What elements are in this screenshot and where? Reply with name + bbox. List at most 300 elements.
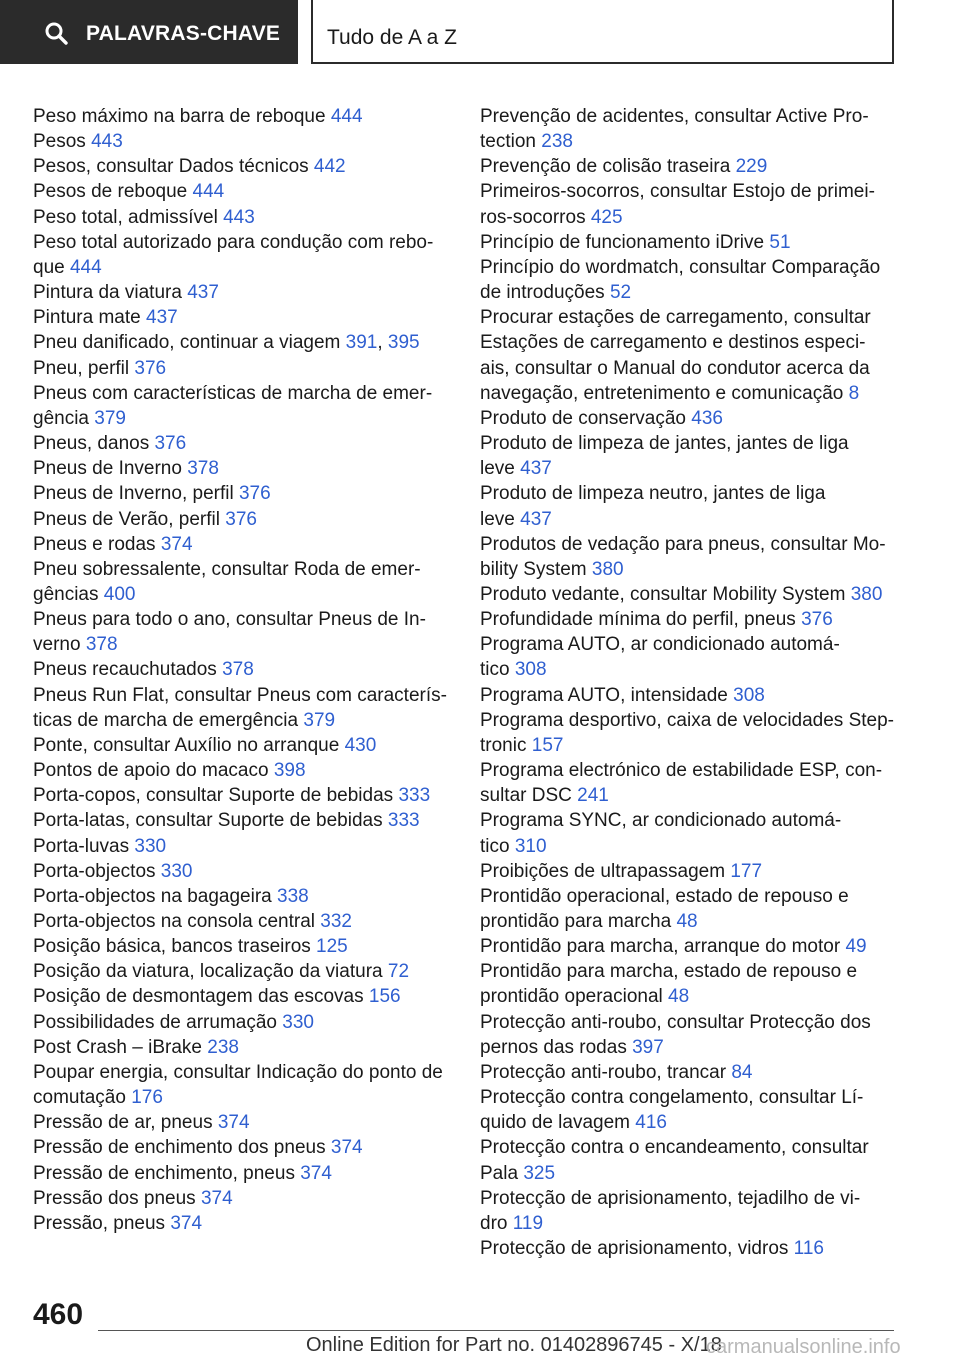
index-entry	[480, 1085, 920, 1135]
page-link[interactable]: 443	[91, 131, 123, 153]
page-link[interactable]: 391	[345, 332, 378, 354]
page-link[interactable]: 308	[733, 684, 765, 706]
page-link[interactable]: 238	[207, 1036, 239, 1058]
entry-term: gências	[33, 583, 99, 605]
index-entry-text	[480, 356, 920, 381]
page-link[interactable]: 398	[273, 760, 306, 782]
entry-term: Produtos de vedação para pneus, consultar Mo-	[480, 533, 886, 555]
page-link[interactable]: 310	[514, 835, 547, 857]
entry-term: sultar DSC	[480, 785, 572, 807]
index-entry	[480, 532, 920, 582]
page-link[interactable]: 374	[300, 1162, 332, 1184]
index-entry-text	[33, 1161, 453, 1186]
page-link[interactable]: 444	[69, 256, 102, 278]
index-entry-text	[33, 582, 453, 607]
page-link[interactable]: 376	[225, 508, 257, 530]
index-entry-text	[33, 381, 453, 406]
index-entry	[480, 255, 920, 305]
page-link[interactable]: 238	[541, 131, 573, 153]
page-link[interactable]: 380	[591, 558, 624, 580]
page-link[interactable]: 430	[344, 734, 377, 756]
page-link[interactable]: 395	[387, 332, 420, 354]
index-entry-text	[33, 1186, 453, 1211]
page-link[interactable]: 437	[520, 458, 552, 480]
entry-term: Posição da viatura, localização da viatura	[33, 961, 383, 983]
page-link[interactable]: 376	[801, 609, 833, 631]
index-entry-text	[480, 808, 920, 833]
index-entry-text	[480, 230, 920, 255]
index-entry-text	[480, 733, 920, 758]
entry-term: Proibições de ultrapassagem	[480, 860, 726, 882]
entry-term: de introduções	[480, 282, 605, 304]
page-link[interactable]: 437	[146, 307, 178, 329]
entry-term: Pneus de Verão, perfil	[33, 508, 220, 530]
page-link[interactable]: 378	[85, 634, 118, 656]
entry-term: Porta-objectos	[33, 860, 156, 882]
index-entry-text	[480, 582, 920, 607]
index-entry	[480, 431, 920, 481]
index-entry	[480, 934, 920, 959]
index-entry	[33, 154, 453, 179]
index-entry-text	[480, 406, 920, 431]
page-link[interactable]: 48	[676, 911, 698, 932]
index-entry	[480, 1060, 920, 1085]
index-entry	[33, 557, 453, 607]
entry-term: ros-socorros	[480, 206, 586, 228]
entry-term: Pesos, consultar Dados técnicos	[33, 156, 309, 178]
index-entry	[33, 1161, 453, 1186]
index-entry-text	[33, 733, 453, 758]
entry-term: Produto vedante, consultar Mobility System	[480, 583, 846, 605]
index-entry	[480, 758, 920, 808]
index-entry-text	[33, 783, 453, 808]
page-link[interactable]: 374	[160, 533, 193, 555]
keywords-tab[interactable]	[0, 0, 298, 64]
index-entry-text	[33, 708, 453, 733]
index-entry	[33, 280, 453, 305]
page-link[interactable]: 376	[238, 483, 271, 505]
entry-term: Protecção contra o encandeamento, consultar	[480, 1137, 869, 1159]
index-entry-text	[480, 1035, 920, 1060]
index-entry	[480, 607, 920, 632]
entry-term: prontidão operacional	[480, 986, 663, 1008]
page-link[interactable]: 378	[222, 659, 254, 681]
page-link[interactable]: 72	[387, 961, 410, 983]
index-entry-text	[33, 1110, 453, 1135]
index-entry-text	[480, 1211, 920, 1236]
index-entry-text	[33, 154, 453, 179]
index-entry-text	[33, 607, 453, 632]
entry-term: Programa electrónico de estabilidade ESP, con-	[480, 760, 883, 782]
entry-term: Princípio de funcionamento iDrive	[480, 231, 765, 253]
index-entry-text	[480, 934, 920, 959]
index-entry-text	[480, 280, 920, 305]
index-entry-text	[480, 305, 920, 330]
page-link[interactable]: 176	[131, 1087, 163, 1109]
page-link[interactable]: 157	[531, 734, 564, 756]
entry-term: Porta-objectos na consola central	[33, 911, 315, 932]
index-entry-text	[33, 632, 453, 657]
index-entry-text	[33, 129, 453, 154]
index-entry	[480, 884, 920, 934]
entry-term: Pressão, pneus	[33, 1212, 166, 1234]
index-entry-text	[33, 884, 453, 909]
entry-term: Pressão de ar, pneus	[33, 1112, 213, 1134]
index-entry	[33, 104, 453, 129]
index-entry-text	[480, 255, 920, 280]
index-entry	[33, 179, 453, 204]
page-link[interactable]: 378	[187, 458, 219, 480]
index-entry	[33, 984, 453, 1009]
page-link[interactable]: 374	[217, 1112, 250, 1134]
index-entry-text	[33, 683, 453, 708]
entry-term: Pneu danificado, continuar a viagem	[33, 332, 341, 354]
index-entry	[33, 305, 453, 330]
index-entry	[33, 834, 453, 859]
page-link[interactable]: 49	[845, 936, 867, 958]
edition-text: Online Edition for Part no. 01402896745 - X/18	[306, 1334, 722, 1356]
entry-term: Princípio do wordmatch, consultar Comparação	[480, 256, 881, 278]
index-entry-text	[33, 557, 453, 582]
keywords-label: PALAVRAS-CHAVE	[86, 22, 281, 45]
entry-term: verno	[33, 634, 81, 656]
entry-term: Pressão de enchimento, pneus	[33, 1162, 295, 1184]
search-icon	[44, 21, 68, 45]
index-entry	[33, 607, 453, 657]
index-entry-text	[480, 783, 920, 808]
page-link[interactable]: 379	[94, 407, 126, 429]
entry-term: dro	[480, 1212, 508, 1234]
entry-term: Produto de conservação	[480, 407, 686, 429]
page-link[interactable]: 116	[793, 1238, 824, 1260]
index-entry	[33, 481, 453, 506]
entry-term: Porta-latas, consultar Suporte de bebidas	[33, 810, 383, 832]
index-entry-text	[33, 481, 453, 506]
index-column-left	[33, 104, 453, 1236]
entry-term: Programa desportivo, caixa de velocidades Step-	[480, 709, 895, 731]
page-link[interactable]: 442	[313, 156, 346, 178]
index-entry-text	[480, 708, 920, 733]
index-entry	[480, 632, 920, 682]
page-link[interactable]: 416	[635, 1112, 667, 1134]
index-entry	[480, 305, 920, 406]
index-entry	[33, 356, 453, 381]
entry-term: Pintura mate	[33, 307, 141, 329]
index-entry-text	[480, 683, 920, 708]
entry-term: pernos das rodas	[480, 1036, 627, 1058]
entry-term: Protecção contra congelamento, consultar Lí-	[480, 1087, 864, 1109]
index-entry	[33, 532, 453, 557]
index-entry	[33, 683, 453, 733]
page-link[interactable]: 338	[277, 885, 309, 907]
page-link[interactable]: 374	[200, 1187, 233, 1209]
page-link[interactable]: 330	[134, 835, 167, 857]
entry-term: Porta-copos, consultar Suporte de bebidas	[33, 785, 394, 807]
entry-term: Pneus para todo o ano, consultar Pneus de In-	[33, 609, 426, 631]
index-entry-text	[480, 909, 920, 934]
entry-term: Peso máximo na barra de reboque	[33, 106, 326, 127]
page-link[interactable]: 425	[590, 206, 623, 228]
entry-term: Pintura da viatura	[33, 282, 182, 304]
page-link[interactable]: 333	[387, 810, 420, 832]
watermark: carmanualsonline.info	[706, 1336, 901, 1358]
index-entry	[33, 1010, 453, 1035]
page-link[interactable]: 229	[735, 156, 768, 178]
index-entry	[33, 808, 453, 833]
entry-term: Prontidão para marcha, estado de repouso e	[480, 961, 858, 983]
index-entry-text	[480, 1085, 920, 1110]
entry-term: Pneus recauchutados	[33, 659, 217, 681]
entry-term: Pressão dos pneus	[33, 1187, 196, 1209]
index-entry-text	[33, 657, 453, 682]
page-link[interactable]: 330	[160, 860, 193, 882]
index-entry-text	[480, 632, 920, 657]
index-entry	[33, 431, 453, 456]
entry-term: Pneus, danos	[33, 433, 150, 455]
index-entry-text	[33, 934, 453, 959]
entry-term: Profundidade mínima do perfil, pneus	[480, 609, 796, 631]
index-entry-text	[480, 884, 920, 909]
index-entry	[480, 406, 920, 431]
page-link[interactable]: 48	[668, 986, 690, 1008]
entry-term: Pontos de apoio do macaco	[33, 760, 269, 782]
entry-term: Estações de carregamento e destinos especi-	[480, 332, 866, 354]
entry-term: gência	[33, 407, 89, 429]
entry-term: Prevenção de colisão traseira	[480, 156, 731, 178]
entry-term: tronic	[480, 734, 527, 756]
index-entry-text	[33, 532, 453, 557]
index-entry	[480, 582, 920, 607]
index-entry-text	[33, 834, 453, 859]
index-entry-text	[33, 406, 453, 431]
index-entry-text	[480, 330, 920, 355]
index-entry-text	[33, 1085, 453, 1110]
entry-term: Porta-objectos na bagageira	[33, 885, 272, 907]
page-link[interactable]: 325	[523, 1162, 556, 1184]
index-entry	[33, 959, 453, 984]
page-link[interactable]: 8	[848, 382, 860, 404]
index-entry-text	[33, 305, 453, 330]
index-entry-text	[33, 431, 453, 456]
index-column-right	[480, 104, 920, 1261]
index-entry	[480, 708, 920, 758]
page-link[interactable]: 52	[609, 282, 632, 304]
index-entry	[33, 330, 453, 355]
page-link[interactable]: 241	[577, 785, 609, 807]
page-link[interactable]: 443	[223, 206, 255, 228]
page-link[interactable]: 374	[170, 1212, 203, 1234]
entry-term: tico	[480, 835, 510, 857]
index-entry-text	[33, 758, 453, 783]
page-link[interactable]: 437	[187, 282, 219, 304]
entry-term: leve	[480, 508, 515, 530]
page-link[interactable]: 125	[316, 936, 348, 958]
index-entry	[480, 1186, 920, 1236]
index-entry	[33, 1060, 453, 1110]
index-entry-text	[480, 456, 920, 481]
index-entry-text: Pneu danificado, continuar a viagem 391, 395	[33, 332, 420, 354]
page-link[interactable]: 400	[103, 583, 136, 605]
entry-term: tico	[480, 659, 510, 681]
index-entry-text	[480, 507, 920, 532]
index-entry-text	[33, 1010, 453, 1035]
page-link[interactable]: 380	[850, 583, 883, 605]
index-entry-text	[33, 1135, 453, 1160]
entry-term: Pesos	[33, 131, 86, 153]
entry-term: Peso total autorizado para condução com rebo-	[33, 231, 434, 253]
index-entry-text	[480, 1135, 920, 1160]
entry-term: tection	[480, 131, 536, 153]
index-entry-text	[480, 1010, 920, 1035]
entry-term: Pneus com características de marcha de emer-	[33, 382, 433, 404]
index-entry	[33, 783, 453, 808]
entry-term: Possibilidades de arrumação	[33, 1011, 277, 1033]
page-link[interactable]: 177	[730, 860, 763, 882]
index-entry	[33, 657, 453, 682]
entry-term: Pala	[480, 1162, 519, 1184]
index-entry-text	[480, 859, 920, 884]
entry-term: Post Crash – iBrake	[33, 1036, 202, 1058]
entry-term: Programa AUTO, intensidade	[480, 684, 728, 706]
index-entry-text	[480, 104, 920, 129]
page-link[interactable]: 84	[731, 1061, 753, 1083]
entry-term: Procurar estações de carregamento, consultar	[480, 307, 871, 329]
index-entry	[480, 859, 920, 884]
page-link[interactable]: 376	[154, 433, 187, 455]
index-entry	[480, 1135, 920, 1185]
page-link[interactable]: 374	[330, 1137, 363, 1159]
entry-term: Primeiros-socorros, consultar Estojo de primei-	[480, 181, 875, 203]
index-entry	[480, 154, 920, 179]
entry-term: Pneus e rodas	[33, 533, 156, 555]
page-link[interactable]: 444	[192, 181, 225, 203]
index-entry-text	[33, 959, 453, 984]
index-entry-text	[480, 834, 920, 859]
index-entry	[33, 230, 453, 280]
entry-term: Porta-luvas	[33, 835, 130, 857]
index-entry	[480, 179, 920, 229]
index-entry	[480, 683, 920, 708]
index-entry-text	[33, 255, 453, 280]
entry-term: ticas de marcha de emergência	[33, 709, 299, 731]
page-link[interactable]: 437	[520, 508, 552, 530]
index-entry-text	[33, 104, 453, 129]
page-link[interactable]: 308	[514, 659, 547, 681]
index-entry-text	[33, 1060, 453, 1085]
index-entry-text	[480, 607, 920, 632]
index-entry-text	[33, 230, 453, 255]
page-link[interactable]: 333	[398, 785, 431, 807]
index-entry-text	[33, 1211, 453, 1236]
entry-term: prontidão para marcha	[480, 911, 672, 932]
index-entry-text	[33, 179, 453, 204]
index-entry	[33, 1135, 453, 1160]
page-link[interactable]: 332	[320, 911, 352, 932]
index-entry	[33, 884, 453, 909]
entry-term: Pneu sobressalente, consultar Roda de emer-	[33, 558, 421, 580]
page-link[interactable]: 156	[368, 986, 401, 1008]
section-header	[311, 0, 894, 64]
entry-term: Pneus de Inverno	[33, 458, 182, 480]
index-entry	[480, 808, 920, 858]
entry-term: Pesos de reboque	[33, 181, 188, 203]
index-entry-text	[480, 984, 920, 1009]
index-entry-text	[480, 557, 920, 582]
entry-term: Produto de limpeza de jantes, jantes de liga	[480, 433, 849, 455]
index-entry	[33, 507, 453, 532]
index-entry-text	[480, 431, 920, 456]
index-entry-text	[33, 909, 453, 934]
entry-term: Pneu, perfil	[33, 357, 130, 379]
page-number: 460	[33, 1298, 84, 1331]
entry-term: que	[33, 256, 65, 278]
entry-term: Protecção anti-roubo, trancar	[480, 1061, 727, 1083]
entry-term: Pneus Run Flat, consultar Pneus com caracterís-	[33, 684, 447, 706]
page-link[interactable]: 119	[512, 1212, 544, 1234]
entry-term: Poupar energia, consultar Indicação do ponto de	[33, 1061, 443, 1083]
index-entry-text	[480, 1236, 920, 1261]
index-entry	[33, 758, 453, 783]
index-entry-text	[33, 356, 453, 381]
index-entry-text	[480, 1186, 920, 1211]
entry-term: Posição de desmontagem das escovas	[33, 986, 364, 1008]
index-entry	[480, 230, 920, 255]
entry-term: Pressão de enchimento dos pneus	[33, 1137, 326, 1159]
index-entry	[480, 1236, 920, 1261]
index-entry	[33, 909, 453, 934]
index-entry	[33, 1035, 453, 1060]
index-entry-text	[480, 1110, 920, 1135]
page-link[interactable]: 51	[769, 231, 791, 253]
entry-term: Produto de limpeza neutro, jantes de liga	[480, 483, 826, 505]
entry-term: Protecção anti-roubo, consultar Protecção dos	[480, 1011, 871, 1033]
entry-term: ais, consultar o Manual do condutor acerca da	[480, 357, 870, 379]
section-title: Tudo de A a Z	[327, 26, 457, 49]
entry-term: Programa AUTO, ar condicionado automá-	[480, 634, 840, 656]
index-entry-text	[480, 129, 920, 154]
entry-term: Prontidão para marcha, arranque do motor	[480, 936, 841, 958]
page-link[interactable]: 397	[632, 1036, 664, 1058]
index-entry-text	[480, 179, 920, 204]
index-entry-text	[480, 381, 920, 406]
entry-term: quido de lavagem	[480, 1112, 630, 1134]
entry-term: Programa SYNC, ar condicionado automá-	[480, 810, 842, 832]
index-entry	[33, 129, 453, 154]
index-entry-text	[480, 959, 920, 984]
page-link[interactable]: 379	[303, 709, 336, 731]
page-link[interactable]: 376	[134, 357, 167, 379]
index-entry	[480, 481, 920, 531]
entry-term: comutação	[33, 1087, 126, 1109]
entry-term: Peso total, admissível	[33, 206, 218, 228]
entry-term: leve	[480, 458, 515, 480]
index-entry	[33, 456, 453, 481]
index-entry	[33, 934, 453, 959]
index-entry	[33, 1211, 453, 1236]
index-entry-text	[33, 205, 453, 230]
index-entry	[480, 104, 920, 154]
index-entry-text	[480, 154, 920, 179]
page-link[interactable]: 436	[691, 407, 723, 429]
page-link[interactable]: 330	[282, 1011, 314, 1033]
index-entry	[33, 859, 453, 884]
entry-term: bility System	[480, 558, 587, 580]
index-entry-text	[33, 984, 453, 1009]
index-entry	[33, 1110, 453, 1135]
index-entry-text	[480, 532, 920, 557]
index-entry	[33, 205, 453, 230]
page-link[interactable]: 444	[330, 106, 363, 127]
